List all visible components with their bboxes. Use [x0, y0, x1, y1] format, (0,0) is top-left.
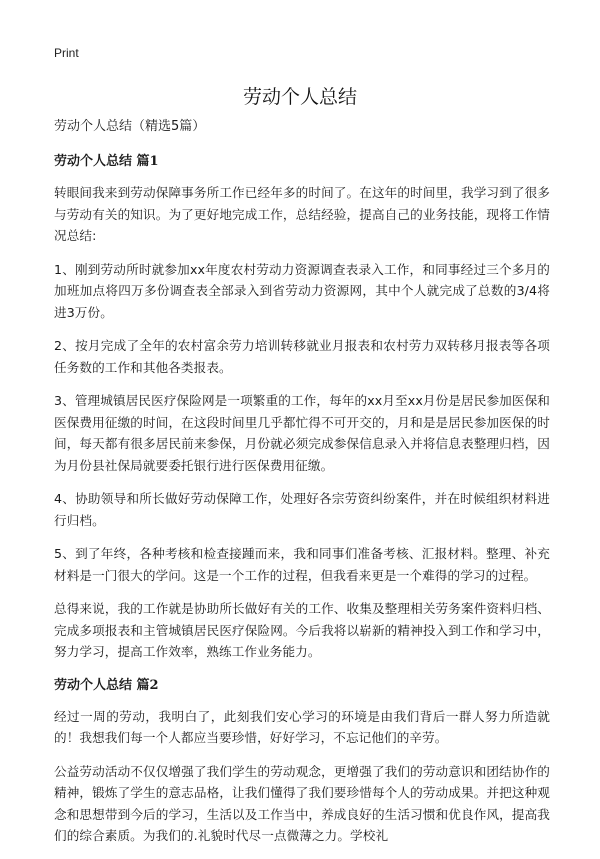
document-subtitle: 劳动个人总结（精选5篇） — [54, 119, 206, 134]
section-2 — [54, 675, 550, 847]
print-link[interactable]: Print — [54, 46, 79, 60]
document-title: 劳动个人总结 — [242, 86, 357, 108]
document-body — [54, 116, 550, 859]
paragraph: 转眼间我来到劳动保障事务所工作已经年多的时间了。在这年的时间里，我学习到了很多与劳动有关的知识。为了更好地完成工作，总结经验，提高自己的业务技能，现将工作情况总结: — [54, 185, 550, 243]
section-heading: 劳动个人总结 篇2 — [54, 677, 159, 693]
paragraph: 1、刚到劳动所时就参加xx年度农村劳动力资源调查表录入工作，和同事经过三个多月的加班加点将四万多份调查表全部录入到省劳动力资源网，其中个人就完成了总数的3/4将进3万份。 — [54, 261, 550, 320]
paragraph: 4、协助领导和所长做好劳动保障工作，处理好各宗劳资纠纷案件，并在时候组织材料进行归档。 — [54, 491, 550, 528]
paragraph: 公益劳动活动不仅仅增强了我们学生的劳动观念，更增强了我们的劳动意识和团结协作的精神，锻炼了学生的意志品格，让我们懂得了我们要珍惜每个人的劳动成果。并把这种观念和思想带到今后的学习，生活以及工作当中，养成良好的生活习惯和优良作风，提高我们的综合素质。为我们的.礼貌时代尽一点微薄之力。学校礼 — [54, 763, 550, 843]
paragraph: 经过一周的劳动，我明白了，此刻我们安心学习的环境是由我们背后一群人努力所造就的！我想我们每一个人都应当要珍惜，好好学习，不忘记他们的辛劳。 — [54, 708, 550, 745]
section-heading: 劳动个人总结 篇1 — [54, 154, 159, 169]
paragraph: 总得来说，我的工作就是协助所长做好有关的工作、收集及整理相关劳务案件资料归档、完成多项报表和主管城镇居民医疗保险网。今后我将以崭新的精神投入到工作和学习中，努力学习，提高工作效率，熟练工作业务能力。 — [54, 601, 550, 659]
paragraph: 5、到了年终，各种考核和检查接踵而来，我和同事们准备考核、汇报材料。整理、补充材料是一门很大的学问。这是一个工作的过程，但我看来更是一个难得的学习的过程。 — [54, 546, 550, 583]
section-1 — [54, 151, 550, 663]
paragraph: 2、按月完成了全年的农村富余劳力培训转移就业月报表和农村劳力双转移月报表等各项任务数的工作和其他各类报表。 — [54, 338, 550, 375]
paragraph: 3、管理城镇居民医疗保险网是一项繁重的工作，每年的xx月至xx月份是居民参加医保和医保费用征缴的时间，在这段时间里几乎都忙得不可开交的，月和是是居民参加医保的时间，每天都有很多居民前来参保，月份就必须完成参保信息录入并将信息表整理归档，因为月份县社保局就要委托银行进行医保费用征缴。 — [54, 393, 550, 473]
